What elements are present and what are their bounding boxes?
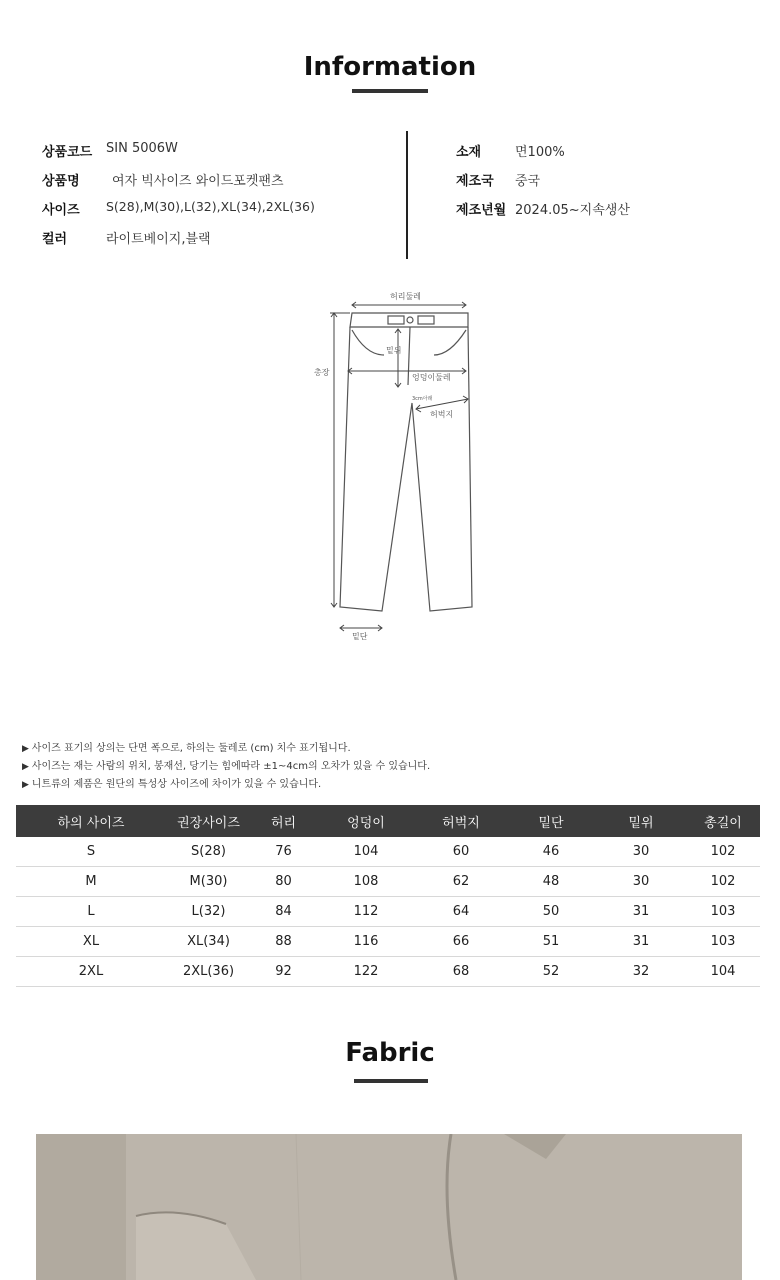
size-table (16, 805, 760, 987)
table-cell: 50 (506, 897, 596, 927)
table-cell: 80 (251, 867, 316, 897)
waistband-outline (350, 313, 468, 327)
table-cell: 84 (251, 897, 316, 927)
header-cell: 권장사이즈 (166, 805, 251, 837)
table-cell: 102 (686, 837, 760, 867)
table-cell: XL (16, 927, 166, 957)
note-item: ▶ 사이즈 표기의 상의는 단면 폭으로, 하의는 둘레로 (cm) 치수 표기됩니다. (22, 740, 430, 758)
button-outline (407, 317, 413, 323)
info-row-manufactured (456, 199, 630, 218)
info-row-material (456, 141, 565, 160)
size-table-header (16, 805, 760, 837)
info-value: SIN 5006W (106, 141, 178, 156)
info-row-code (42, 141, 178, 160)
info-value: 중국 (515, 174, 541, 189)
table-cell: L(32) (166, 897, 251, 927)
table-cell: 31 (596, 927, 686, 957)
rise-label: 밑위 (386, 346, 402, 355)
belt-loop-left (388, 316, 404, 324)
table-cell: 51 (506, 927, 596, 957)
fabric-photo (36, 1134, 742, 1280)
table-cell: 103 (686, 897, 760, 927)
info-value: 면100% (515, 145, 565, 160)
table-cell: 122 (316, 957, 416, 987)
header-cell: 허벅지 (416, 805, 506, 837)
fabric-title-underline (354, 1079, 428, 1083)
pocket-right (434, 330, 466, 355)
table-cell: 52 (506, 957, 596, 987)
table-cell: 2XL(36) (166, 957, 251, 987)
table-cell: 103 (686, 927, 760, 957)
thigh-label: 허벅지 (430, 410, 454, 419)
table-cell: 30 (596, 837, 686, 867)
belt-loop-right (418, 316, 434, 324)
table-cell: 92 (251, 957, 316, 987)
table-cell: 76 (251, 837, 316, 867)
table-cell: 32 (596, 957, 686, 987)
table-cell: L (16, 897, 166, 927)
hem-label: 밑단 (352, 632, 368, 641)
table-cell: 104 (686, 957, 760, 987)
table-cell: 2XL (16, 957, 166, 987)
fly-line (408, 327, 410, 385)
fabric-left-shadow (36, 1134, 126, 1280)
small-label: 3cm아래 (412, 396, 433, 402)
table-cell: 62 (416, 867, 506, 897)
info-row-color (42, 228, 211, 247)
header-cell: 엉덩이 (316, 805, 416, 837)
table-cell: 112 (316, 897, 416, 927)
table-row (16, 927, 760, 957)
header-cell: 총길이 (686, 805, 760, 837)
note-item: ▶ 사이즈는 재는 사람의 위치, 봉재선, 당기는 힘에따라 ±1~4cm의 오차가 있을 수 있습니다. (22, 758, 430, 776)
hip-label: 엉덩이둘레 (412, 373, 451, 382)
info-label: 제조년월 (456, 203, 507, 218)
table-cell: 102 (686, 867, 760, 897)
table-cell: 31 (596, 897, 686, 927)
table-cell: 64 (416, 897, 506, 927)
information-title: Information (303, 52, 477, 82)
info-divider (406, 131, 408, 259)
table-row (16, 867, 760, 897)
table-cell: XL(34) (166, 927, 251, 957)
table-cell: S (16, 837, 166, 867)
table-cell: 68 (416, 957, 506, 987)
pant-body-outline (340, 327, 472, 611)
info-label: 사이즈 (42, 203, 80, 218)
table-row (16, 957, 760, 987)
pants-measurement-diagram (300, 285, 480, 645)
table-cell: M(30) (166, 867, 251, 897)
size-notes (22, 740, 430, 794)
table-cell: M (16, 867, 166, 897)
information-title-underline (352, 89, 428, 93)
info-label: 상품명 (42, 174, 80, 189)
table-cell: 104 (316, 837, 416, 867)
info-label: 소재 (456, 145, 482, 160)
info-value: 여자 빅사이즈 와이드포켓팬츠 (112, 174, 284, 189)
note-item: ▶ 니트류의 제품은 원단의 특성상 사이즈에 차이가 있을 수 있습니다. (22, 776, 430, 794)
table-row (16, 837, 760, 867)
table-cell: 88 (251, 927, 316, 957)
info-row-sizes (42, 199, 315, 218)
table-cell: 60 (416, 837, 506, 867)
info-row-origin (456, 170, 540, 189)
info-label: 제조국 (456, 174, 494, 189)
waist-label: 허리둘레 (390, 292, 421, 301)
table-cell: 66 (416, 927, 506, 957)
fabric-texture (36, 1134, 742, 1280)
table-row (16, 897, 760, 927)
header-cell: 밑단 (506, 805, 596, 837)
info-value: 2024.05~지속생산 (515, 203, 630, 218)
info-row-name (42, 170, 284, 189)
table-cell: 46 (506, 837, 596, 867)
info-label: 상품코드 (42, 145, 93, 160)
table-cell: S(28) (166, 837, 251, 867)
header-cell: 하의 사이즈 (16, 805, 166, 837)
table-cell: 108 (316, 867, 416, 897)
info-value: 라이트베이지,블랙 (106, 232, 211, 247)
table-cell: 48 (506, 867, 596, 897)
header-cell: 허리 (251, 805, 316, 837)
info-value: S(28),M(30),L(32),XL(34),2XL(36) (106, 199, 315, 214)
info-label: 컬러 (42, 232, 68, 247)
table-cell: 116 (316, 927, 416, 957)
header-cell: 밑위 (596, 805, 686, 837)
table-cell: 30 (596, 867, 686, 897)
length-label: 총장 (314, 368, 330, 377)
pocket-left (352, 330, 384, 355)
fabric-title: Fabric (345, 1038, 435, 1068)
